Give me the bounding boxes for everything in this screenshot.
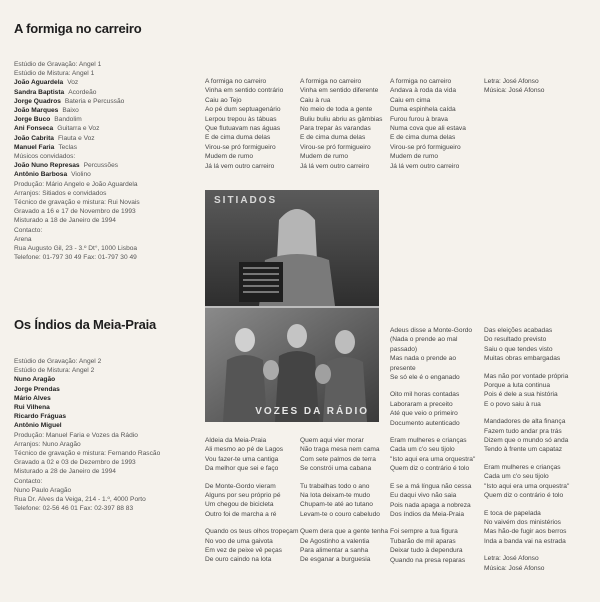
section1-lyrics-col1 — [205, 77, 283, 171]
lyric-line: Tu trabalhas todo o ano — [300, 482, 370, 490]
lyric-line: Caiu em cima — [390, 96, 431, 104]
credit-text: Flauta e Voz — [57, 134, 95, 142]
lyric-line: Quando os teus olhos tropeçam — [205, 528, 299, 536]
lyric-line: Se só ele é o enganado — [390, 374, 460, 382]
credit-line — [14, 226, 140, 235]
stanza-gap — [205, 519, 298, 527]
credit-line — [14, 106, 140, 115]
section2-lyrics-col3 — [390, 326, 475, 565]
lyric-line: E o povo saiu à rua — [484, 400, 541, 408]
lyric-line: Pois é dele a sua história — [484, 391, 558, 399]
lyric-line: Caiu ao Tejo — [205, 96, 242, 104]
lyric-line: Já lá vem outro carreiro — [390, 162, 460, 170]
lyric-line: Duma espinhela caída — [390, 106, 456, 114]
credit-text: Rua Augusto Gil, 23 - 3.º Dt°, 1000 Lisboa — [14, 245, 138, 253]
credit-line — [14, 458, 160, 467]
credit-text: Rua Dr. Alves da Veiga, 214 - 1.º, 4000 Porto — [14, 496, 146, 504]
credit-line — [14, 78, 140, 87]
credit-line — [14, 504, 160, 513]
credit-line — [14, 143, 140, 152]
credit-line — [14, 357, 160, 366]
section2-credits — [14, 357, 160, 513]
lyric-line: Outro foi de marcha a ré — [205, 510, 277, 518]
lyric-line: No meio de toda a gente — [300, 106, 373, 114]
musician-name: Antônio Barbosa — [14, 171, 68, 179]
band-name: SITIADOS — [214, 195, 278, 206]
credit-line — [14, 486, 160, 495]
credit-text: Técnico de gravação e mistura: Rui Novais — [14, 199, 140, 207]
stanza-gap — [390, 428, 475, 436]
credit-line — [14, 403, 160, 412]
lyric-line: Fazem tudo andar pra trás — [484, 427, 562, 435]
lyric-line: Foi sempre a tua figura — [390, 528, 458, 536]
credit-line — [14, 253, 140, 262]
lyric-line: Mudem de rumo — [205, 153, 254, 161]
lyric-line: Até que veio o primeiro — [390, 410, 458, 418]
credit-text: Misturado a 18 de Janeiro de 1994 — [14, 217, 116, 225]
lyric-line: Buliu buliu abriu as gâmbias — [300, 115, 383, 123]
lyric-line: Cada um c'o seu tijolo — [390, 446, 455, 454]
lyric-line: Mandadores de alta finança — [484, 418, 566, 426]
credit-line — [14, 421, 160, 430]
lyric-line: Numa cova que ali estava — [390, 125, 466, 133]
credit-text: Violino — [71, 171, 91, 179]
credit-text: Guitarra e Voz — [57, 125, 100, 133]
lyric-line: Mas não por vontade própria — [484, 372, 569, 380]
lyric-line: Vou fazer-te uma cantiga — [205, 455, 279, 463]
credit-line — [14, 244, 140, 253]
credit-text: Estúdio de Mistura: Angel 2 — [14, 367, 95, 375]
lyric-line: Chupam-te até ao tutano — [300, 501, 373, 509]
lyric-line: Da melhor que sei e faço — [205, 465, 279, 473]
lyric-line: Vinha em sentido contrário — [205, 87, 284, 95]
lyric-line: Letra: José Afonso — [484, 78, 539, 85]
stanza-gap — [484, 364, 569, 372]
lyric-line: Letra: José Afonso — [484, 555, 539, 563]
stanza-gap — [300, 519, 388, 527]
lyric-line: Lerpou trepou às tábuas — [205, 115, 277, 123]
musician-name: João Cabrita — [14, 134, 54, 142]
musician-name: Jorge Prendas — [14, 385, 60, 393]
lyric-line: Ali mesmo ao pé de Lagos — [205, 446, 284, 454]
lyric-line: Dos índios da Meia-Praia — [390, 510, 465, 518]
credit-line — [14, 431, 160, 440]
lyric-line: Quem diz o contrário é tolo — [390, 465, 470, 473]
stanza-gap — [390, 474, 475, 482]
musician-name: Sandra Baptista — [14, 88, 65, 96]
band-photo — [205, 190, 379, 422]
credit-text: Misturado a 28 de Janeiro de 1994 — [14, 468, 116, 476]
credit-text: Contacto: — [14, 477, 43, 485]
credit-line — [14, 134, 140, 143]
lyric-line: Eram mulheres e crianças — [390, 437, 467, 445]
lyric-line: Um chegou de bicicleta — [205, 501, 274, 509]
lyric-line: Caiu à rua — [300, 96, 331, 104]
lyric-line: "Isto aqui era uma orquestra" — [484, 482, 570, 490]
credit-line — [14, 207, 140, 216]
credit-text: Bateria e Percussão — [64, 97, 125, 105]
section2-lyrics-col1 — [205, 436, 298, 565]
lyric-line: E toca de papelada — [484, 509, 541, 517]
lyric-line: Deixar tudo à dependura — [390, 547, 463, 555]
credit-line — [14, 412, 160, 421]
credit-text: Produção: Mário Angelo e João Aguardela — [14, 180, 138, 188]
credit-line — [14, 449, 160, 458]
lyric-line: Que flutuavam nas águas — [205, 125, 281, 133]
stanza-gap — [390, 519, 475, 527]
lyric-line: Quem dera que a gente tenha — [300, 528, 388, 536]
credit-text: Estúdio de Gravação: Angel 2 — [14, 358, 102, 365]
lyric-line: Se constrói uma cabana — [300, 465, 372, 473]
lyric-line: Não traga mesa nem cama — [300, 446, 380, 454]
section1-authors — [484, 77, 544, 96]
musician-name: Jorge Buco — [14, 116, 51, 124]
section2-lyrics-col2 — [300, 436, 388, 565]
lyric-line: Música: José Afonso — [484, 564, 545, 572]
credit-text: Voz — [67, 79, 79, 87]
lyric-line: Mas nada o prende ao — [390, 355, 456, 363]
credit-text: Baixo — [62, 107, 79, 115]
lyric-line: Das eleições acabadas — [484, 327, 553, 334]
credit-line — [14, 60, 140, 69]
lyric-line: Furou furou à brava — [390, 115, 448, 123]
credit-line — [14, 495, 160, 504]
lyric-line: Tendo à frente um capataz — [484, 446, 563, 454]
lyric-line: passado) — [390, 345, 418, 353]
musician-name: Antônio Miguel — [14, 422, 62, 430]
lyric-line: Inda a banda vai na estrada — [484, 537, 566, 545]
lyric-line: De esganar a burguesia — [300, 556, 371, 564]
musician-name: Manuel Faria — [14, 143, 55, 151]
credit-line — [14, 440, 160, 449]
stanza-gap — [390, 382, 475, 390]
lyric-line: Em vez de peixe vê peças — [205, 547, 282, 555]
lyric-line: Dizem que o mundo só anda — [484, 437, 569, 445]
section1-lyrics-col2 — [300, 77, 382, 171]
lyric-line: Saiu o que tendes visto — [484, 345, 553, 353]
lyric-line: E de cima duma delas — [390, 134, 456, 142]
credit-text: Técnico de gravação e mistura: Fernando Rascão — [14, 450, 161, 458]
lyric-line: Vinha em sentido diferente — [300, 87, 379, 95]
credit-text: Telefone: 02-56 46 01 Fax: 02-397 88 83 — [14, 505, 134, 513]
lyric-line: Aldeia da Meia-Praia — [205, 437, 267, 444]
photo-divider — [205, 306, 379, 308]
lyric-line: Oito mil horas contadas — [390, 391, 460, 399]
lyric-line: Documento autenticado — [390, 419, 460, 427]
musician-name: Jorge Quadros — [14, 97, 61, 105]
section2-title: Os Índios da Meia-Praia — [14, 317, 157, 332]
credit-line — [14, 97, 140, 106]
musician-name: Ricardo Fráguas — [14, 413, 67, 421]
lyric-line: A formiga no carreiro — [390, 78, 452, 85]
lyric-line: Mudem de rumo — [390, 153, 439, 161]
credit-text: Gravado a 16 e 17 de Novembro de 1993 — [14, 208, 136, 216]
credit-line — [14, 152, 140, 161]
credit-text: Acordeão — [68, 88, 97, 96]
stanza-gap — [205, 474, 298, 482]
lyric-line: Alguns por seu próprio pé — [205, 492, 281, 500]
lyric-line: Porque a luta continua — [484, 382, 550, 390]
section1-title: A formiga no carreiro — [14, 21, 142, 36]
musician-name: Nuno Aragão — [14, 376, 56, 384]
credit-line — [14, 69, 140, 78]
credit-line — [14, 235, 140, 244]
lyric-line: A formiga no carreiro — [300, 78, 362, 85]
credit-line — [14, 385, 160, 394]
lyric-line: Música: José Afonso — [484, 87, 545, 95]
lyric-line: Adeus disse a Monte-Gordo — [390, 327, 473, 334]
credit-text: Arranjos: Sitiados e convidados — [14, 189, 107, 197]
credit-text: Músicos convidados: — [14, 153, 76, 161]
lyric-line: A formiga no carreiro — [205, 78, 267, 85]
musician-name: João Marques — [14, 107, 59, 115]
credit-text: Estúdio de Gravação: Angel 1 — [14, 61, 102, 68]
credit-line — [14, 180, 140, 189]
lyric-line: Com sete palmos de terra — [300, 455, 376, 463]
lyric-line: Já lá vem outro carreiro — [205, 162, 275, 170]
lyric-line: Já lá vem outro carreiro — [300, 162, 370, 170]
credit-text: Estúdio de Mistura: Angel 1 — [14, 70, 95, 78]
credit-line — [14, 88, 140, 97]
lyric-line: Pois nada apaga a nobreza — [390, 501, 471, 509]
section1-credits — [14, 60, 140, 262]
credit-line — [14, 115, 140, 124]
lyric-line: Quem aqui vier morar — [300, 437, 364, 444]
credit-line — [14, 467, 160, 476]
credit-text: Bandolim — [54, 116, 82, 124]
lyric-line: Laboraram a preceito — [390, 400, 453, 408]
lyric-line: De Agostinho a valentia — [300, 537, 370, 545]
credit-line — [14, 198, 140, 207]
credit-text: Nuno Paulo Aragão — [14, 486, 72, 494]
credit-line — [14, 394, 160, 403]
lyric-line: Para trepar às varandas — [300, 125, 371, 133]
musician-name: Mário Alves — [14, 394, 51, 402]
lyric-line: E de cima duma delas — [205, 134, 271, 142]
lyric-line: Cada um c'o seu tijolo — [484, 473, 549, 481]
credit-text: Contacto: — [14, 226, 43, 234]
musician-name: João Nuno Represas — [14, 162, 80, 170]
credit-text: Telefone: 01-797 30 49 Fax: 01-797 30 49 — [14, 254, 137, 262]
credit-text: Teclas — [58, 143, 78, 151]
stanza-gap — [484, 501, 569, 509]
lyric-line: Quando na presa reparas — [390, 556, 466, 564]
lyric-line: Para alimentar a sanha — [300, 547, 369, 555]
section1-lyrics-col3 — [390, 77, 466, 171]
credit-line — [14, 161, 140, 170]
lyric-line: presente — [390, 364, 416, 372]
lyric-line: Mas hão-de fugir aos berros — [484, 528, 567, 536]
musician-name: Ani Fonseca — [14, 125, 54, 133]
credit-text: Percussões — [83, 162, 119, 170]
lyric-line: Virou-se pró formigueiro — [390, 143, 461, 151]
credit-line — [14, 189, 140, 198]
credit-line — [14, 170, 140, 179]
credit-line — [14, 375, 160, 384]
lyric-line: "Isto aqui era uma orquestra" — [390, 455, 476, 463]
credit-text: Arena — [14, 235, 32, 243]
stanza-gap — [300, 474, 388, 482]
lyric-line: Do resultado previsto — [484, 336, 547, 344]
lyric-line: Mudem de rumo — [300, 153, 349, 161]
lyric-line: Andava à roda da vida — [390, 87, 456, 95]
lyric-line: Levam-te o couro cabeludo — [300, 510, 380, 518]
credit-text: Produção: Manuel Faria e Vozes da Rádio — [14, 431, 138, 439]
section2-lyrics-col4 — [484, 326, 569, 573]
lyric-line: Virou-se pró formigueiro — [205, 143, 276, 151]
lyric-line: Na lota deixam-te mudo — [300, 492, 371, 500]
credit-text: Arranjos: Nuno Aragão — [14, 440, 81, 448]
musician-name: Rui Vilhena — [14, 404, 50, 412]
stanza-gap — [484, 546, 569, 554]
lyric-line: Quem diz o contrário é tolo — [484, 492, 564, 500]
credit-text: Gravado a 02 e 03 de Dezembro de 1993 — [14, 459, 136, 467]
lyric-line: No voo de uma gaivota — [205, 537, 273, 545]
lyric-line: E se a má língua não cessa — [390, 482, 472, 490]
lyric-line: De ouro caindo na lota — [205, 556, 272, 564]
lyric-line: E de cima duma delas — [300, 134, 366, 142]
lyric-line: Muitas obras embargadas — [484, 355, 561, 363]
stanza-gap — [484, 409, 569, 417]
lyric-line: Ao pé dum septuagenário — [205, 106, 281, 114]
credit-line — [14, 124, 140, 133]
lyric-line: De Monte-Gordo vieram — [205, 482, 276, 490]
credit-line — [14, 216, 140, 225]
lyric-line: No vaivém dos ministérios — [484, 518, 561, 526]
album-name: VOZES DA RÁDIO — [255, 406, 369, 417]
lyric-line: Eu daqui vivo não saia — [390, 492, 457, 500]
lyric-line: Eram mulheres e crianças — [484, 463, 561, 471]
lyric-line: Tubarão de mil aparas — [390, 537, 456, 545]
lyric-line: Virou-se pró formigueiro — [300, 143, 371, 151]
credit-line — [14, 366, 160, 375]
lyric-line: (Nada o prende ao mal — [390, 336, 458, 344]
stanza-gap — [484, 455, 569, 463]
credit-line — [14, 477, 160, 486]
musician-name: João Aguardela — [14, 79, 64, 87]
